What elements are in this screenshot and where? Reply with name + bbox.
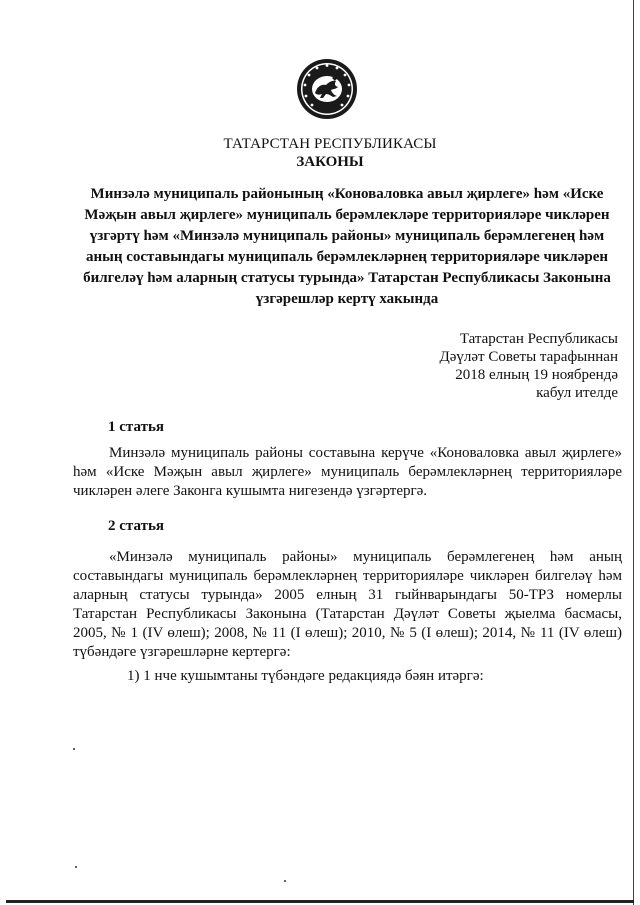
scan-edge-line bbox=[633, 0, 634, 905]
law-title-line: Мәҗын авыл җирлеге» муниципаль берәмлекләре территорияләре чикләрен bbox=[84, 207, 610, 223]
article-2-text bbox=[73, 548, 622, 662]
republic-name: ТАТАРСТАН РЕСПУБЛИКАСЫ bbox=[223, 136, 437, 152]
paragraph-line: һәм «Иске Мәҗын авыл җирлеге» муниципаль берәмлекләрнең территорияләре bbox=[73, 464, 622, 480]
law-title-line: аның составындагы муниципаль берәмлекләрнең территорияләре чикләрен bbox=[86, 249, 608, 265]
adoption-line: Татарстан Республикасы bbox=[459, 331, 618, 347]
scan-speck bbox=[75, 866, 77, 868]
paragraph-line: 2005, № 1 (IV өлеш); 2008, № 11 (I өлеш); 2010, № 5 (I өлеш); 2014, № 11 (IV өлеш) bbox=[73, 625, 622, 641]
article-1-heading: 1 статья bbox=[108, 419, 164, 435]
adoption-line: 2018 елның 19 ноябрендә bbox=[455, 367, 618, 383]
adoption-line: кабул ителде bbox=[536, 385, 618, 401]
article-2-heading: 2 статья bbox=[108, 518, 164, 534]
list-item-1: 1) 1 нче кушымтаны түбәндәге редакциядә бәян итәргә: bbox=[127, 668, 484, 684]
law-title-line: билгеләү һәм аларның статусы турында» Татарстан Республикасы Законына bbox=[83, 270, 611, 286]
adoption-note bbox=[358, 330, 618, 402]
adoption-line: Дәүләт Советы тарафыннан bbox=[439, 349, 618, 365]
law-title-line: үзгәртү һәм «Минзәлә муниципаль районы» муниципаль берәмлегенең һәм bbox=[89, 228, 605, 244]
paragraph-line: түбәндәге үзгәрешләрне кертергә: bbox=[73, 644, 291, 660]
paragraph-line: Татарстан Республикасы Законына (Татарстан Дәүләт Советы җыелма басмасы, bbox=[73, 606, 622, 622]
law-title bbox=[72, 184, 622, 310]
paragraph-line: «Минзәлә муниципаль районы» муниципаль берәмлегенең һәм аның bbox=[109, 549, 622, 565]
article-1-text bbox=[73, 444, 622, 501]
tatarstan-emblem-icon bbox=[296, 58, 358, 120]
scan-speck bbox=[284, 880, 286, 882]
scan-speck bbox=[73, 748, 75, 750]
document-kind: ЗАКОНЫ bbox=[296, 154, 364, 170]
paragraph-line: составындагы муниципаль берәмлекләрнең территорияләре чикләрен билгеләү һәм bbox=[73, 568, 622, 584]
scan-bottom-line bbox=[6, 900, 634, 903]
paragraph-line: аларның статусы турында» 2005 елның 31 гыйнварындагы 50-ТРЗ номерлы bbox=[73, 587, 622, 603]
law-title-line: Минзәлә муниципаль районының «Коноваловка авыл җирлеге» һәм «Иске bbox=[90, 186, 604, 202]
law-title-line: үзгәрешләр кертү хакында bbox=[255, 291, 439, 307]
paragraph-line: Минзәлә муниципаль районы составына керүче «Коноваловка авыл җирлеге» bbox=[109, 445, 622, 461]
paragraph-line: чикләрен әлеге Законга кушымта нигезендә үзгәртергә. bbox=[73, 483, 428, 499]
